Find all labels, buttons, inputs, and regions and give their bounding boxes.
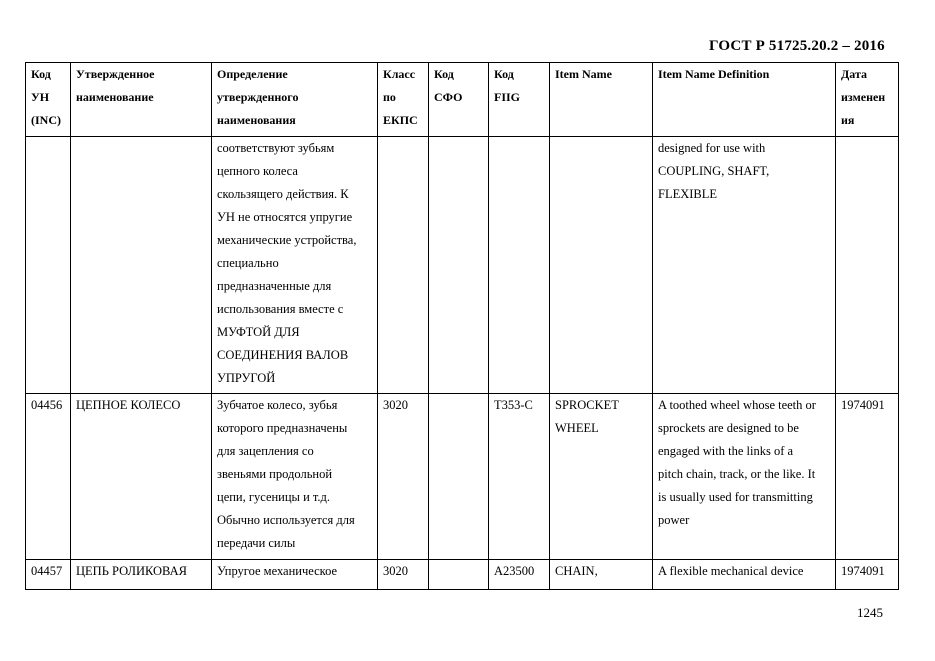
table-row bbox=[26, 560, 899, 590]
header-line: изменен bbox=[841, 90, 886, 104]
text-line: designed for use with bbox=[658, 141, 766, 155]
text-line: передачи силы bbox=[217, 536, 296, 550]
cell-class: 3020 bbox=[378, 560, 429, 590]
cell-class: 3020 bbox=[378, 394, 429, 560]
cell-definition bbox=[212, 394, 378, 560]
text-line: sprockets are designed to be bbox=[658, 421, 799, 435]
header-line: Класс bbox=[383, 67, 416, 81]
text-line: МУФТОЙ ДЛЯ bbox=[217, 325, 300, 339]
column-header-class bbox=[378, 63, 429, 137]
cell-definition bbox=[212, 560, 378, 590]
column-header-fiig bbox=[489, 63, 550, 137]
cell-approved-name bbox=[71, 137, 212, 394]
text-line: использования вместе с bbox=[217, 302, 344, 316]
cell-class bbox=[378, 137, 429, 394]
column-header-sfo bbox=[429, 63, 489, 137]
document-header: ГОСТ Р 51725.20.2 – 2016 bbox=[709, 38, 885, 54]
cell-date bbox=[836, 137, 899, 394]
column-header-approved-name bbox=[71, 63, 212, 137]
header-line: (INC) bbox=[31, 113, 61, 127]
header-line: Item Name Definition bbox=[658, 67, 770, 81]
cell-definition bbox=[212, 137, 378, 394]
text-line: УПРУГОЙ bbox=[217, 371, 276, 385]
cell-inc: 04457 bbox=[26, 560, 71, 590]
text-line: для зацепления со bbox=[217, 444, 314, 458]
header-line: Код bbox=[494, 67, 514, 81]
text-line: pitch chain, track, or the like. It bbox=[658, 467, 816, 481]
text-line: соответствуют зубьям bbox=[217, 141, 335, 155]
header-line: УН bbox=[31, 90, 50, 104]
text-line: звеньями продольной bbox=[217, 467, 333, 481]
text-line: Упругое механическое bbox=[217, 564, 338, 578]
table-row bbox=[26, 394, 899, 560]
header-line: Утвержденное bbox=[76, 67, 155, 81]
header-line: Код bbox=[31, 67, 51, 81]
text-line: is usually used for transmitting bbox=[658, 490, 813, 504]
text-line: цепного колеса bbox=[217, 164, 298, 178]
header-line: по bbox=[383, 90, 396, 104]
text-line: специально bbox=[217, 256, 279, 270]
text-line: COUPLING, SHAFT, bbox=[658, 164, 770, 178]
column-header-item-name bbox=[550, 63, 653, 137]
text-line: УН не относятся упругие bbox=[217, 210, 353, 224]
text-line: механические устройства, bbox=[217, 233, 357, 247]
text-line: A toothed wheel whose teeth or bbox=[658, 398, 816, 412]
text-line: скользящего действия. К bbox=[217, 187, 349, 201]
table-row bbox=[26, 137, 899, 394]
header-line: наименование bbox=[76, 90, 154, 104]
column-header-item-name-definition bbox=[653, 63, 836, 137]
column-header-definition bbox=[212, 63, 378, 137]
page-number: 1245 bbox=[857, 605, 883, 620]
text-line: которого предназначены bbox=[217, 421, 348, 435]
header-line: Код bbox=[434, 67, 454, 81]
cell-approved-name: ЦЕПЬ РОЛИКОВАЯ bbox=[71, 560, 212, 590]
cell-sfo bbox=[429, 560, 489, 590]
cell-fiig: T353-C bbox=[489, 394, 550, 560]
text-line: Зубчатое колесо, зубья bbox=[217, 398, 338, 412]
text-line: engaged with the links of a bbox=[658, 444, 794, 458]
cell-item-name-definition bbox=[653, 137, 836, 394]
text-line: A flexible mechanical device bbox=[658, 564, 804, 578]
cell-item-name bbox=[550, 137, 653, 394]
text-line: цепи, гусеницы и т.д. bbox=[217, 490, 331, 504]
cell-item-name-definition bbox=[653, 394, 836, 560]
cell-fiig: A23500 bbox=[489, 560, 550, 590]
cell-sfo bbox=[429, 394, 489, 560]
column-header-inc bbox=[26, 63, 71, 137]
header-line: Item Name bbox=[555, 67, 612, 81]
cell-item-name-definition bbox=[653, 560, 836, 590]
cell-approved-name: ЦЕПНОЕ КОЛЕСО bbox=[71, 394, 212, 560]
cell-item-name bbox=[550, 560, 653, 590]
text-line: FLEXIBLE bbox=[658, 187, 718, 201]
cell-date: 1974091 bbox=[836, 560, 899, 590]
text-line: предназначенные для bbox=[217, 279, 332, 293]
header-line: ЕКПС bbox=[383, 113, 418, 127]
text-line: power bbox=[658, 513, 690, 527]
table-header-row bbox=[26, 63, 899, 137]
text-line: СОЕДИНЕНИЯ ВАЛОВ bbox=[217, 348, 349, 362]
header-line: СФО bbox=[434, 90, 463, 104]
cell-item-name bbox=[550, 394, 653, 560]
column-header-date bbox=[836, 63, 899, 137]
header-line: FIIG bbox=[494, 90, 521, 104]
catalog-table bbox=[25, 62, 899, 590]
header-line: Определение bbox=[217, 67, 288, 81]
cell-sfo bbox=[429, 137, 489, 394]
cell-date: 1974091 bbox=[836, 394, 899, 560]
cell-inc bbox=[26, 137, 71, 394]
header-line: наименования bbox=[217, 113, 296, 127]
cell-fiig bbox=[489, 137, 550, 394]
header-line: Дата bbox=[841, 67, 867, 81]
cell-inc: 04456 bbox=[26, 394, 71, 560]
text-line: SPROCKET bbox=[555, 398, 619, 412]
text-line: CHAIN, bbox=[555, 564, 598, 578]
text-line: WHEEL bbox=[555, 421, 599, 435]
header-line: утвержденного bbox=[217, 90, 299, 104]
header-line: ия bbox=[841, 113, 855, 127]
text-line: Обычно используется для bbox=[217, 513, 355, 527]
